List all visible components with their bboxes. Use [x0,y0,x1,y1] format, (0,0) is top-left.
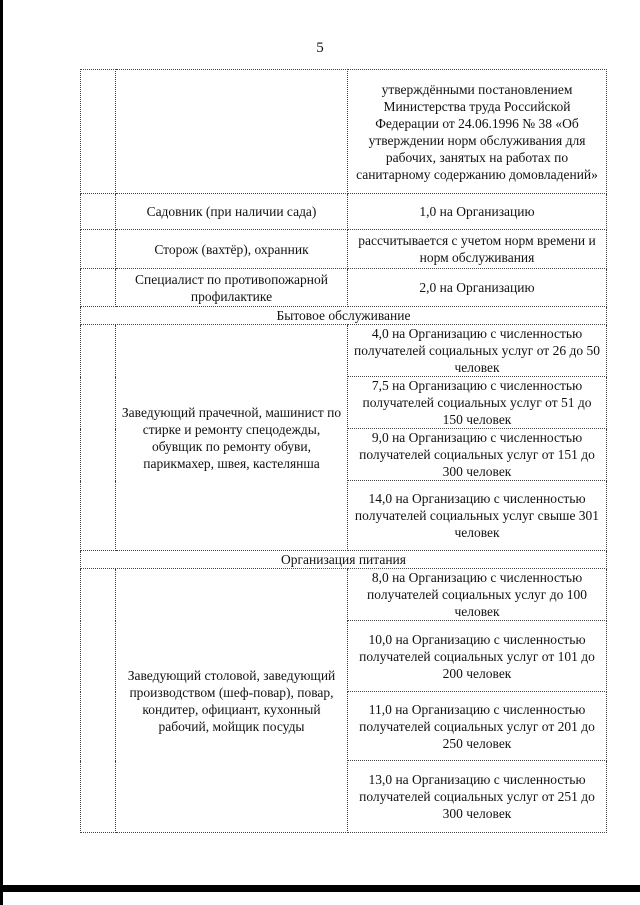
position-cell: Заведующий столовой, заведующий производством (шеф-повар), повар, кондитер, официант, кухонный рабочий, мойщик посуды [116,569,348,833]
norm-cell: 10,0 на Организацию с численностью получателей социальных услуг от 101 до 200 человек [348,621,607,692]
norm-cell: утверждёнными постановлением Министерства труда Российской Федерации от 24.06.1996 № 38 «Об утверждении норм обслуживания для рабочих, занятых на работах по санитарному содержанию домовладений» [348,70,607,194]
table-row [81,569,607,621]
norm-cell: 13,0 на Организацию с численностью получателей социальных услуг от 251 до 300 человек [348,761,607,833]
norm-cell: рассчитывается с учетом норм времени и норм обслуживания [348,230,607,269]
table-row [81,230,607,269]
norm-cell: 1,0 на Организацию [348,194,607,230]
norm-cell: 4,0 на Организацию с численностью получателей социальных услуг от 26 до 50 человек [348,325,607,377]
row-number-cell [81,569,116,833]
table-row [81,70,607,194]
page-number: 5 [316,40,324,56]
staffing-norms-table [80,69,607,833]
scan-bottom-edge [0,885,640,892]
position-cell: Заведующий прачечной, машинист по стирке и ремонту спецодежды, обувщик по ремонту обуви, парикмахер, швея, кастелянша [116,325,348,551]
row-number-cell [81,325,116,551]
norm-cell: 11,0 на Организацию с численностью получателей социальных услуг от 201 до 250 человек [348,692,607,761]
norm-cell: 9,0 на Организацию с численностью получателей социальных услуг от 151 до 300 человек [348,429,607,481]
norm-cell: 8,0 на Организацию с численностью получателей социальных услуг до 100 человек [348,569,607,621]
table-row [81,194,607,230]
row-number-cell [81,70,116,194]
table-row [81,269,607,307]
section-title-food: Организация питания [81,551,607,569]
row-number-cell [81,269,116,307]
norm-cell: 7,5 на Организацию с численностью получателей социальных услуг от 51 до 150 человек [348,377,607,429]
section-header-row [81,307,607,325]
position-cell: Сторож (вахтёр), охранник [116,230,348,269]
norm-cell: 14,0 на Организацию с численностью получателей социальных услуг свыше 301 человек [348,481,607,551]
position-cell: Специалист по противопожарной профилактике [116,269,348,307]
table-row [81,325,607,377]
row-number-cell [81,230,116,269]
section-title-household: Бытовое обслуживание [81,307,607,325]
position-cell: Садовник (при наличии сада) [116,194,348,230]
scan-left-edge [0,0,3,905]
norm-cell: 2,0 на Организацию [348,269,607,307]
row-number-cell [81,194,116,230]
position-cell [116,70,348,194]
section-header-row [81,551,607,569]
